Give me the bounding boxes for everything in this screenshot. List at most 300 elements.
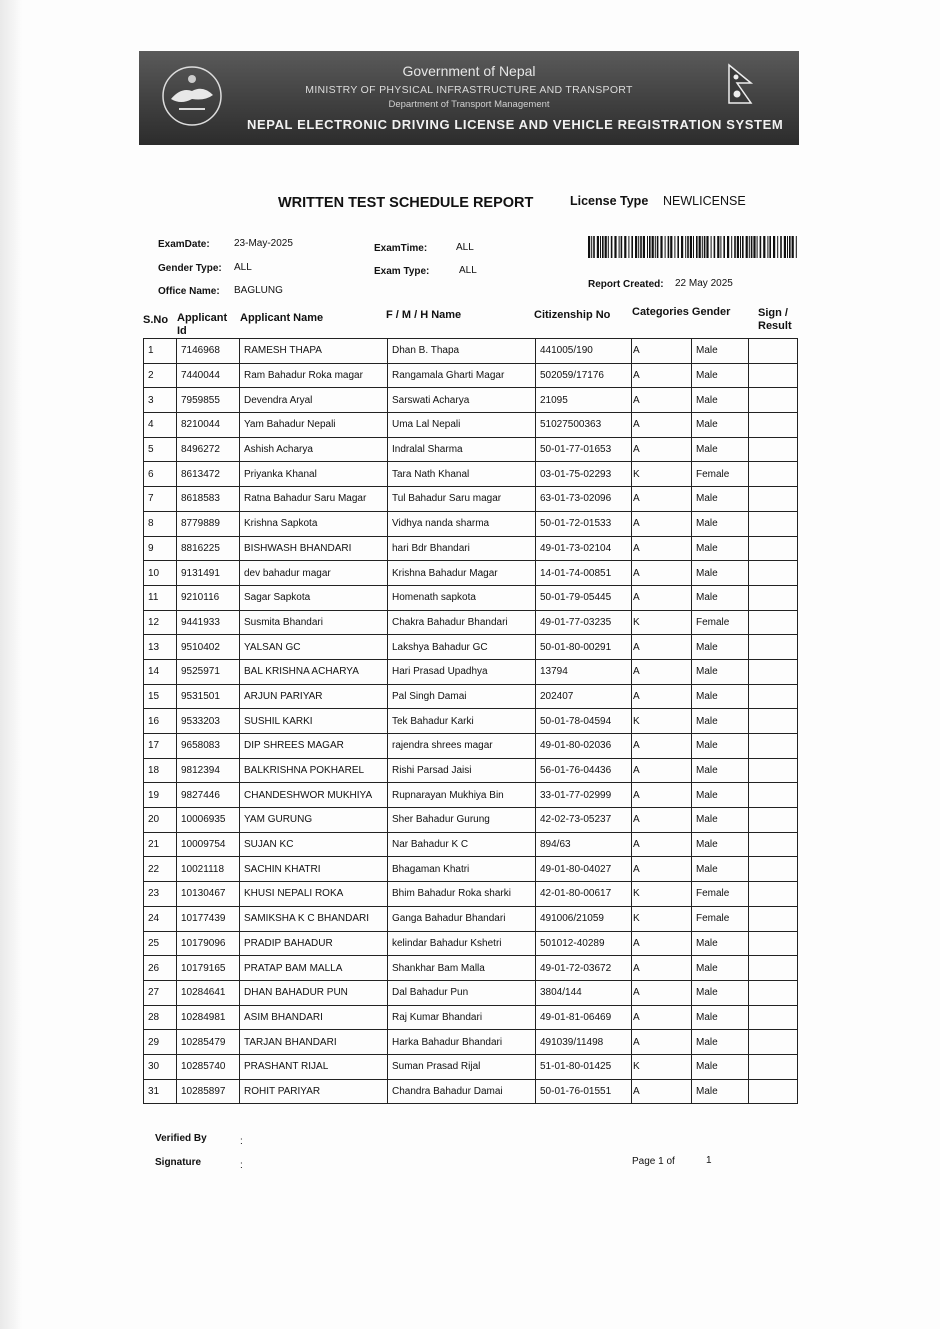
cell-citizenship: 50-01-79-05445 [536, 585, 632, 610]
table-row [144, 709, 798, 734]
cell-applicant-id: 10284981 [177, 1005, 240, 1030]
cell-sno: 25 [144, 931, 177, 956]
cell-fmh-name: Dhan B. Thapa [388, 339, 536, 364]
cell-applicant-name: TARJAN BHANDARI [240, 1030, 388, 1055]
cell-sno: 19 [144, 783, 177, 808]
report-title: WRITTEN TEST SCHEDULE REPORT [278, 195, 534, 211]
cell-applicant-id: 9131491 [177, 561, 240, 586]
cell-citizenship: 49-01-81-06469 [536, 1005, 632, 1030]
cell-fmh-name: Bhim Bahadur Roka sharki [388, 882, 536, 907]
cell-gender: Female [692, 462, 749, 487]
schedule-table [143, 338, 798, 1104]
table-row [144, 1030, 798, 1055]
cell-gender: Male [692, 585, 749, 610]
cell-citizenship: 894/63 [536, 832, 632, 857]
verified-by-colon: : [240, 1136, 243, 1147]
cell-category: A [632, 783, 692, 808]
cell-fmh-name: Rangamala Gharti Magar [388, 363, 536, 388]
cell-applicant-name: BAL KRISHNA ACHARYA [240, 659, 388, 684]
cell-citizenship: 03-01-75-02293 [536, 462, 632, 487]
cell-category: A [632, 1005, 692, 1030]
cell-fmh-name: Bhagaman Khatri [388, 857, 536, 882]
cell-sno: 20 [144, 808, 177, 833]
cell-fmh-name: Harka Bahadur Bhandari [388, 1030, 536, 1055]
cell-fmh-name: Raj Kumar Bhandari [388, 1005, 536, 1030]
table-row [144, 487, 798, 512]
cell-citizenship: 33-01-77-02999 [536, 783, 632, 808]
cell-applicant-id: 8816225 [177, 536, 240, 561]
cell-category: A [632, 758, 692, 783]
table-row [144, 1005, 798, 1030]
cell-sno: 9 [144, 536, 177, 561]
cell-sign-result[interactable] [749, 684, 798, 709]
header-banner [139, 51, 799, 145]
cell-fmh-name: Tara Nath Khanal [388, 462, 536, 487]
cell-applicant-id: 8613472 [177, 462, 240, 487]
cell-applicant-name: Sagar Sapkota [240, 585, 388, 610]
cell-gender: Male [692, 437, 749, 462]
cell-fmh-name: Sher Bahadur Gurung [388, 808, 536, 833]
cell-sno: 13 [144, 635, 177, 660]
cell-sign-result[interactable] [749, 832, 798, 857]
gender-type-value: ALL [234, 262, 252, 273]
table-row [144, 462, 798, 487]
cell-gender: Male [692, 1054, 749, 1079]
cell-citizenship: 42-02-73-05237 [536, 808, 632, 833]
table-row [144, 783, 798, 808]
cell-sign-result[interactable] [749, 413, 798, 438]
table-row [144, 980, 798, 1005]
col-sno: S.No [143, 314, 169, 326]
table-row [144, 906, 798, 931]
cell-gender: Male [692, 413, 749, 438]
cell-applicant-id: 10177439 [177, 906, 240, 931]
cell-sign-result[interactable] [749, 536, 798, 561]
cell-citizenship: 49-01-80-02036 [536, 734, 632, 759]
cell-sign-result[interactable] [749, 388, 798, 413]
cell-category: A [632, 980, 692, 1005]
cell-citizenship: 502059/17176 [536, 363, 632, 388]
cell-category: A [632, 635, 692, 660]
banner-department: Department of Transport Management [388, 99, 550, 110]
cell-applicant-id: 8779889 [177, 511, 240, 536]
table-row [144, 857, 798, 882]
cell-sign-result[interactable] [749, 511, 798, 536]
cell-sno: 10 [144, 561, 177, 586]
cell-applicant-id: 9531501 [177, 684, 240, 709]
cell-applicant-name: Ratna Bahadur Saru Magar [240, 487, 388, 512]
cell-citizenship: 14-01-74-00851 [536, 561, 632, 586]
cell-sign-result[interactable] [749, 462, 798, 487]
verified-by-label: Verified By [155, 1133, 207, 1144]
cell-fmh-name: hari Bdr Bhandari [388, 536, 536, 561]
cell-sno: 5 [144, 437, 177, 462]
cell-citizenship: 49-01-73-02104 [536, 536, 632, 561]
page-total: 1 [706, 1155, 712, 1166]
cell-sno: 11 [144, 585, 177, 610]
cell-applicant-id: 9658083 [177, 734, 240, 759]
cell-gender: Male [692, 832, 749, 857]
table-row [144, 610, 798, 635]
cell-applicant-id: 10284641 [177, 980, 240, 1005]
cell-fmh-name: kelindar Bahadur Kshetri [388, 931, 536, 956]
cell-fmh-name: Homenath sapkota [388, 585, 536, 610]
cell-fmh-name: Shankhar Bam Malla [388, 956, 536, 981]
cell-fmh-name: Tul Bahadur Saru magar [388, 487, 536, 512]
cell-sno: 17 [144, 734, 177, 759]
cell-applicant-name: SACHIN KHATRI [240, 857, 388, 882]
table-row [144, 635, 798, 660]
cell-citizenship: 42-01-80-00617 [536, 882, 632, 907]
cell-fmh-name: Chakra Bahadur Bhandari [388, 610, 536, 635]
cell-sign-result[interactable] [749, 1054, 798, 1079]
table-row [144, 363, 798, 388]
cell-fmh-name: Suman Prasad Rijal [388, 1054, 536, 1079]
cell-applicant-id: 10130467 [177, 882, 240, 907]
col-applicant-name: Applicant Name [240, 312, 324, 324]
cell-sno: 1 [144, 339, 177, 364]
cell-sno: 26 [144, 956, 177, 981]
cell-sno: 7 [144, 487, 177, 512]
cell-applicant-name: SAMIKSHA K C BHANDARI [240, 906, 388, 931]
cell-citizenship: 49-01-72-03672 [536, 956, 632, 981]
cell-category: K [632, 906, 692, 931]
cell-gender: Male [692, 511, 749, 536]
cell-gender: Male [692, 684, 749, 709]
cell-sign-result[interactable] [749, 487, 798, 512]
cell-category: A [632, 734, 692, 759]
cell-category: A [632, 931, 692, 956]
cell-applicant-name: SUJAN KC [240, 832, 388, 857]
cell-applicant-name: dev bahadur magar [240, 561, 388, 586]
cell-category: A [632, 339, 692, 364]
cell-applicant-name: DIP SHREES MAGAR [240, 734, 388, 759]
cell-sno: 3 [144, 388, 177, 413]
cell-category: K [632, 610, 692, 635]
cell-citizenship: 63-01-73-02096 [536, 487, 632, 512]
col-applicant-id-1: Applicant [177, 312, 228, 324]
cell-applicant-name: Ram Bahadur Roka magar [240, 363, 388, 388]
cell-citizenship: 50-01-78-04594 [536, 709, 632, 734]
col-citizenship: Citizenship No [534, 309, 611, 321]
cell-fmh-name: Rishi Parsad Jaisi [388, 758, 536, 783]
cell-fmh-name: Nar Bahadur K C [388, 832, 536, 857]
cell-sno: 23 [144, 882, 177, 907]
cell-sno: 12 [144, 610, 177, 635]
cell-category: A [632, 487, 692, 512]
cell-sign-result[interactable] [749, 783, 798, 808]
table-row [144, 931, 798, 956]
cell-sign-result[interactable] [749, 363, 798, 388]
cell-applicant-name: YAM GURUNG [240, 808, 388, 833]
cell-citizenship: 50-01-76-01551 [536, 1079, 632, 1104]
cell-category: K [632, 1054, 692, 1079]
cell-gender: Female [692, 610, 749, 635]
cell-citizenship: 50-01-80-00291 [536, 635, 632, 660]
cell-category: A [632, 808, 692, 833]
cell-applicant-id: 9510402 [177, 635, 240, 660]
cell-fmh-name: Pal Singh Damai [388, 684, 536, 709]
cell-category: A [632, 659, 692, 684]
cell-applicant-name: BALKRISHNA POKHAREL [240, 758, 388, 783]
office-name-label: Office Name: [158, 286, 220, 297]
cell-category: K [632, 462, 692, 487]
cell-applicant-id: 9827446 [177, 783, 240, 808]
table-row [144, 437, 798, 462]
cell-fmh-name: Krishna Bahadur Magar [388, 561, 536, 586]
cell-applicant-name: BISHWASH BHANDARI [240, 536, 388, 561]
cell-sign-result[interactable] [749, 1005, 798, 1030]
table-row [144, 808, 798, 833]
cell-gender: Male [692, 659, 749, 684]
cell-category: K [632, 709, 692, 734]
exam-date-value: 23-May-2025 [234, 238, 293, 249]
license-type-label: License Type [570, 194, 649, 208]
cell-gender: Male [692, 1079, 749, 1104]
cell-fmh-name: Dal Bahadur Pun [388, 980, 536, 1005]
col-fmh-name: F / M / H Name [386, 309, 462, 321]
cell-applicant-id: 7440044 [177, 363, 240, 388]
cell-sno: 30 [144, 1054, 177, 1079]
table-row [144, 734, 798, 759]
cell-fmh-name: Sarswati Acharya [388, 388, 536, 413]
cell-category: A [632, 832, 692, 857]
cell-gender: Male [692, 1005, 749, 1030]
nepal-flag-icon [727, 63, 755, 109]
cell-sign-result[interactable] [749, 980, 798, 1005]
cell-applicant-name: Susmita Bhandari [240, 610, 388, 635]
banner-system-name: NEPAL ELECTRONIC DRIVING LICENSE AND VEHICLE REGISTRATION SYSTEM [247, 117, 784, 132]
cell-gender: Male [692, 487, 749, 512]
cell-gender: Male [692, 931, 749, 956]
cell-applicant-name: YALSAN GC [240, 635, 388, 660]
cell-sno: 6 [144, 462, 177, 487]
cell-applicant-id: 10179165 [177, 956, 240, 981]
cell-applicant-name: Devendra Aryal [240, 388, 388, 413]
cell-applicant-name: CHANDESHWOR MUKHIYA [240, 783, 388, 808]
cell-gender: Male [692, 857, 749, 882]
signature-colon: : [240, 1160, 243, 1171]
cell-applicant-name: ARJUN PARIYAR [240, 684, 388, 709]
cell-gender: Male [692, 956, 749, 981]
cell-category: A [632, 684, 692, 709]
cell-category: A [632, 1079, 692, 1104]
cell-citizenship: 13794 [536, 659, 632, 684]
cell-applicant-id: 9812394 [177, 758, 240, 783]
signature-label: Signature [155, 1157, 202, 1168]
cell-fmh-name: Ganga Bahadur Bhandari [388, 906, 536, 931]
cell-citizenship: 491006/21059 [536, 906, 632, 931]
cell-applicant-name: DHAN BAHADUR PUN [240, 980, 388, 1005]
cell-applicant-name: Yam Bahadur Nepali [240, 413, 388, 438]
cell-sign-result[interactable] [749, 931, 798, 956]
cell-citizenship: 491039/11498 [536, 1030, 632, 1055]
cell-gender: Male [692, 339, 749, 364]
cell-gender: Male [692, 561, 749, 586]
cell-gender: Male [692, 536, 749, 561]
page-label: Page 1 of [632, 1156, 675, 1167]
cell-applicant-id: 9210116 [177, 585, 240, 610]
cell-category: A [632, 363, 692, 388]
cell-applicant-id: 7146968 [177, 339, 240, 364]
cell-sign-result[interactable] [749, 585, 798, 610]
cell-applicant-id: 9525971 [177, 659, 240, 684]
cell-applicant-name: PRADIP BAHADUR [240, 931, 388, 956]
cell-sign-result[interactable] [749, 808, 798, 833]
cell-sno: 27 [144, 980, 177, 1005]
cell-applicant-name: PRASHANT RIJAL [240, 1054, 388, 1079]
cell-sno: 24 [144, 906, 177, 931]
cell-sign-result[interactable] [749, 635, 798, 660]
cell-citizenship: 50-01-77-01653 [536, 437, 632, 462]
col-applicant-id-2: Id [177, 325, 187, 337]
exam-type-label: Exam Type: [374, 266, 430, 277]
cell-gender: Female [692, 906, 749, 931]
cell-sign-result[interactable] [749, 758, 798, 783]
cell-sno: 18 [144, 758, 177, 783]
cell-category: A [632, 857, 692, 882]
scan-edge-shadow [0, 0, 22, 1329]
exam-date-label: ExamDate: [158, 239, 210, 250]
cell-category: A [632, 437, 692, 462]
cell-fmh-name: Indralal Sharma [388, 437, 536, 462]
cell-gender: Male [692, 709, 749, 734]
cell-applicant-name: Ashish Acharya [240, 437, 388, 462]
cell-applicant-id: 8496272 [177, 437, 240, 462]
cell-fmh-name: rajendra shrees magar [388, 734, 536, 759]
table-row [144, 388, 798, 413]
cell-fmh-name: Uma Lal Nepali [388, 413, 536, 438]
table-row [144, 413, 798, 438]
exam-type-value: ALL [459, 265, 477, 276]
cell-sign-result[interactable] [749, 610, 798, 635]
cell-gender: Male [692, 388, 749, 413]
cell-sno: 28 [144, 1005, 177, 1030]
cell-sno: 14 [144, 659, 177, 684]
cell-gender: Male [692, 363, 749, 388]
cell-category: A [632, 536, 692, 561]
cell-applicant-name: ROHIT PARIYAR [240, 1079, 388, 1104]
table-row [144, 511, 798, 536]
cell-sign-result[interactable] [749, 956, 798, 981]
cell-gender: Female [692, 882, 749, 907]
cell-category: A [632, 561, 692, 586]
banner-ministry: MINISTRY OF PHYSICAL INFRASTRUCTURE AND TRANSPORT [305, 84, 633, 96]
cell-sno: 21 [144, 832, 177, 857]
cell-category: A [632, 388, 692, 413]
cell-applicant-name: PRATAP BAM MALLA [240, 956, 388, 981]
cell-gender: Male [692, 980, 749, 1005]
cell-category: K [632, 882, 692, 907]
table-row [144, 832, 798, 857]
cell-sign-result[interactable] [749, 659, 798, 684]
cell-applicant-id: 9533203 [177, 709, 240, 734]
cell-citizenship: 50-01-72-01533 [536, 511, 632, 536]
cell-applicant-id: 10006935 [177, 808, 240, 833]
cell-fmh-name: Tek Bahadur Karki [388, 709, 536, 734]
cell-sno: 15 [144, 684, 177, 709]
cell-sign-result[interactable] [749, 857, 798, 882]
cell-applicant-id: 10021118 [177, 857, 240, 882]
col-sign-result-2: Result [758, 320, 792, 332]
cell-fmh-name: Vidhya nanda sharma [388, 511, 536, 536]
cell-sign-result[interactable] [749, 1030, 798, 1055]
cell-citizenship: 501012-40289 [536, 931, 632, 956]
table-row [144, 758, 798, 783]
table-row [144, 956, 798, 981]
cell-citizenship: 441005/190 [536, 339, 632, 364]
cell-category: A [632, 956, 692, 981]
cell-fmh-name: Hari Prasad Upadhya [388, 659, 536, 684]
cell-applicant-id: 7959855 [177, 388, 240, 413]
cell-category: A [632, 511, 692, 536]
cell-sno: 29 [144, 1030, 177, 1055]
table-row [144, 1079, 798, 1104]
exam-time-label: ExamTime: [374, 243, 428, 254]
cell-applicant-id: 10285897 [177, 1079, 240, 1104]
cell-citizenship: 51-01-80-01425 [536, 1054, 632, 1079]
cell-gender: Male [692, 758, 749, 783]
cell-gender: Male [692, 1030, 749, 1055]
cell-citizenship: 56-01-76-04436 [536, 758, 632, 783]
cell-sno: 31 [144, 1079, 177, 1104]
table-row [144, 659, 798, 684]
cell-sign-result[interactable] [749, 561, 798, 586]
license-type-value: NEWLICENSE [663, 194, 746, 208]
cell-sign-result[interactable] [749, 709, 798, 734]
cell-sno: 22 [144, 857, 177, 882]
table-row [144, 1054, 798, 1079]
table-row [144, 585, 798, 610]
cell-sign-result[interactable] [749, 882, 798, 907]
office-name-value: BAGLUNG [234, 285, 283, 296]
table-row [144, 536, 798, 561]
col-categories-gender: Categories Gender [632, 306, 731, 318]
cell-sno: 16 [144, 709, 177, 734]
cell-citizenship: 49-01-80-04027 [536, 857, 632, 882]
cell-sign-result[interactable] [749, 1079, 798, 1104]
exam-time-value: ALL [456, 242, 474, 253]
cell-citizenship: 202407 [536, 684, 632, 709]
cell-citizenship: 49-01-77-03235 [536, 610, 632, 635]
cell-sno: 4 [144, 413, 177, 438]
cell-citizenship: 51027500363 [536, 413, 632, 438]
cell-fmh-name: Rupnarayan Mukhiya Bin [388, 783, 536, 808]
table-row [144, 882, 798, 907]
cell-category: A [632, 1030, 692, 1055]
cell-sign-result[interactable] [749, 734, 798, 759]
cell-applicant-id: 10285479 [177, 1030, 240, 1055]
cell-sign-result[interactable] [749, 906, 798, 931]
cell-citizenship: 21095 [536, 388, 632, 413]
cell-applicant-id: 10009754 [177, 832, 240, 857]
cell-sno: 2 [144, 363, 177, 388]
table-row [144, 684, 798, 709]
cell-applicant-id: 8210044 [177, 413, 240, 438]
cell-citizenship: 3804/144 [536, 980, 632, 1005]
cell-sign-result[interactable] [749, 339, 798, 364]
cell-gender: Male [692, 808, 749, 833]
cell-applicant-name: ASIM BHANDARI [240, 1005, 388, 1030]
banner-government: Government of Nepal [402, 63, 536, 79]
cell-gender: Male [692, 734, 749, 759]
cell-fmh-name: Chandra Bahadur Damai [388, 1079, 536, 1104]
barcode-image [588, 236, 798, 258]
cell-sign-result[interactable] [749, 437, 798, 462]
cell-applicant-name: Krishna Sapkota [240, 511, 388, 536]
col-sign-result-1: Sign / [758, 307, 788, 319]
cell-applicant-name: RAMESH THAPA [240, 339, 388, 364]
